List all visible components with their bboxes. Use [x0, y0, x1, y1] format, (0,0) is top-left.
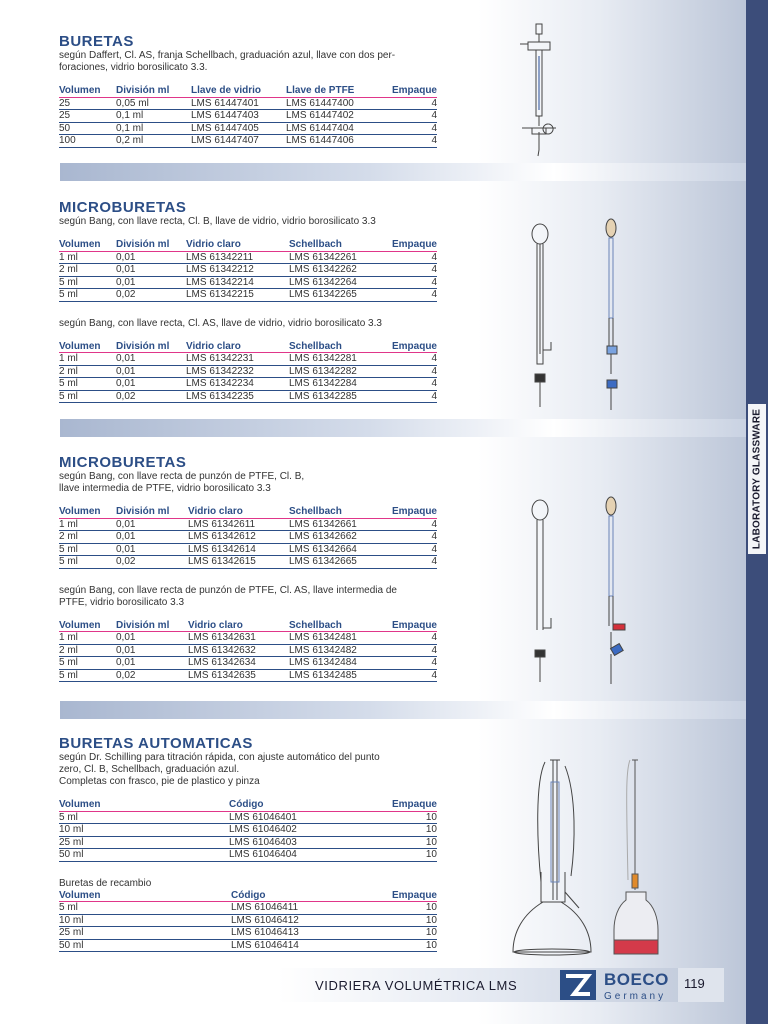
table-cell: LMS 61342481	[289, 632, 379, 645]
product-table	[59, 341, 437, 404]
table-cell: LMS 61342615	[188, 556, 289, 569]
section-description: según Bang, con llave recta de punzón de PTFE, Cl. AS, llave intermedia de PTFE, vidrio borosilicato 3.3	[59, 584, 397, 608]
table-cell: 5 ml	[59, 657, 116, 670]
table-cell: LMS 61447404	[286, 122, 376, 135]
section-title: BURETAS	[59, 33, 134, 50]
microburette-schellbach-illustration	[596, 208, 626, 413]
table-cell: 4	[379, 264, 437, 277]
table-cell: 1 ml	[59, 518, 116, 531]
section-description: según Bang, con llave recta de punzón de PTFE, Cl. B, llave intermedia de PTFE, vidrio borosilicato 3.3	[59, 471, 305, 494]
table-row	[59, 353, 437, 366]
table-cell: LMS 61046404	[229, 849, 379, 862]
section-title: MICROBURETAS	[59, 199, 187, 216]
table-cell: LMS 61342662	[289, 531, 379, 544]
section-microburetas-ptfe	[59, 455, 441, 682]
table-cell: 0,05 ml	[116, 97, 191, 110]
table-cell: 2 ml	[59, 644, 116, 657]
table-cell: 5 ml	[59, 289, 116, 302]
table-cell: 10	[379, 811, 437, 824]
table-cell: 4	[379, 353, 437, 366]
column-header: División ml	[116, 506, 170, 517]
table-cell: LMS 61342232	[186, 365, 289, 378]
table-cell: 4	[376, 110, 437, 123]
product-table	[59, 239, 437, 302]
table-cell: 10 ml	[59, 824, 229, 837]
table-row	[59, 811, 437, 824]
table-cell: LMS 61046403	[229, 836, 379, 849]
microburette-clear-illustration	[520, 212, 560, 412]
table-cell: 4	[379, 518, 437, 531]
column-header: Empaque	[391, 619, 437, 631]
table-row	[59, 264, 437, 277]
table-cell: 0,01	[116, 518, 188, 531]
table-row	[59, 657, 437, 670]
table-cell: 4	[379, 365, 437, 378]
table-cell: 4	[379, 543, 437, 556]
table-cell: 25	[59, 97, 116, 110]
table-cell: LMS 61342482	[289, 644, 379, 657]
section-title: MICROBURETAS	[59, 454, 187, 471]
table-cell: LMS 61046414	[231, 939, 379, 952]
table-cell: 50	[59, 122, 116, 135]
table-cell: LMS 61046402	[229, 824, 379, 837]
table-cell: LMS 61447403	[191, 110, 286, 123]
column-header: Código	[229, 799, 264, 810]
table-cell: LMS 61342231	[186, 353, 289, 366]
table-row	[59, 927, 437, 940]
table-cell: 0,01	[116, 543, 188, 556]
table-cell: 0,1 ml	[116, 110, 191, 123]
table-cell: LMS 61046411	[231, 902, 379, 915]
column-header: Volumen	[59, 340, 101, 352]
table-cell: LMS 61342215	[186, 289, 289, 302]
table-cell: 0,02	[116, 289, 186, 302]
table-row	[59, 632, 437, 645]
table-cell: LMS 61342285	[289, 390, 379, 403]
table-cell: LMS 61342234	[186, 378, 289, 391]
table-cell: LMS 61342235	[186, 390, 289, 403]
section-title: BURETAS AUTOMATICAS	[59, 735, 253, 752]
table-cell: 4	[376, 135, 437, 148]
table-cell: 10	[379, 836, 437, 849]
page-number: 119	[684, 976, 705, 991]
column-header: Empaque	[391, 506, 437, 517]
table-row	[59, 939, 437, 952]
table-cell: 0,01	[116, 365, 186, 378]
table-cell: 25 ml	[59, 927, 231, 940]
table-cell: 0,02	[116, 390, 186, 403]
column-header: Empaque	[391, 340, 437, 352]
table-cell: 2 ml	[59, 264, 116, 277]
table-cell: LMS 61447406	[286, 135, 376, 148]
automatic-burette-illustration	[505, 752, 600, 957]
table-row	[59, 543, 437, 556]
table-row	[59, 531, 437, 544]
table-cell: LMS 61447407	[191, 135, 286, 148]
table-cell: LMS 61046401	[229, 811, 379, 824]
table-cell: 2 ml	[59, 365, 116, 378]
table-cell: 10 ml	[59, 914, 231, 927]
table-cell: 4	[379, 531, 437, 544]
table-cell: 1 ml	[59, 251, 116, 264]
column-header: Volumen	[59, 239, 101, 250]
table-cell: 10	[379, 914, 437, 927]
table-cell: 2 ml	[59, 531, 116, 544]
column-header: Vidrio claro	[188, 619, 243, 631]
table-header-row	[59, 620, 437, 632]
table-cell: 4	[379, 657, 437, 670]
table-cell: LMS 61342631	[188, 632, 289, 645]
table-cell: 0,2 ml	[116, 135, 191, 148]
table-cell: LMS 61342264	[289, 276, 379, 289]
table-cell: 100	[59, 135, 116, 148]
table-cell: 0,01	[116, 632, 188, 645]
section-buretas	[59, 34, 441, 148]
table-cell: LMS 61046413	[231, 927, 379, 940]
table-cell: LMS 61342262	[289, 264, 379, 277]
table-cell: 4	[379, 669, 437, 682]
column-header: División ml	[116, 239, 170, 250]
section-separator	[60, 163, 746, 181]
column-header: Volumen	[59, 889, 101, 901]
table-cell: LMS 61342665	[289, 556, 379, 569]
section-buretas-automaticas	[59, 736, 441, 952]
table-cell: LMS 61447401	[191, 97, 286, 110]
table-cell: LMS 61342635	[188, 669, 289, 682]
table-cell: 4	[379, 556, 437, 569]
side-category-label: LABORATORY GLASSWARE	[751, 408, 763, 550]
table-row	[59, 378, 437, 391]
table-cell: 10	[379, 849, 437, 862]
automatic-burette-plastic-illustration	[612, 754, 672, 959]
boeco-logo-icon	[560, 970, 596, 1000]
table-cell: 5 ml	[59, 669, 116, 682]
column-header: Empaque	[391, 239, 437, 250]
column-header: Schellbach	[289, 506, 342, 517]
table-cell: LMS 61342614	[188, 543, 289, 556]
table-cell: 0,02	[116, 669, 188, 682]
table-cell: 0,01	[116, 264, 186, 277]
table-cell: 5 ml	[59, 902, 231, 915]
table-row	[59, 836, 437, 849]
table-cell: LMS 61342485	[289, 669, 379, 682]
table-header-row	[59, 799, 437, 811]
table-cell: 0,01	[116, 276, 186, 289]
table-header-row	[59, 239, 437, 251]
table-cell: LMS 61342261	[289, 251, 379, 264]
table-row	[59, 518, 437, 531]
table-cell: LMS 61342265	[289, 289, 379, 302]
table-cell: 50 ml	[59, 849, 229, 862]
table-row	[59, 644, 437, 657]
table-cell: LMS 61342634	[188, 657, 289, 670]
table-cell: 0,1 ml	[116, 122, 191, 135]
table-cell: 5 ml	[59, 378, 116, 391]
footer-title: VIDRIERA VOLUMÉTRICA LMS	[315, 978, 518, 993]
table-cell: 4	[379, 390, 437, 403]
table-cell: LMS 61342632	[188, 644, 289, 657]
section-description: según Daffert, Cl. AS, franja Schellbach, graduación azul, llave con dos per- foraciones, vidrio borosilicato 3.3.	[59, 50, 396, 73]
table-header-row	[59, 341, 437, 353]
table-cell: 4	[379, 251, 437, 264]
table-cell: 4	[379, 276, 437, 289]
table-cell: LMS 61342212	[186, 264, 289, 277]
column-header: Vidrio claro	[186, 239, 241, 250]
table-cell: 10	[379, 902, 437, 915]
table-header-row	[59, 506, 437, 518]
table-cell: LMS 61342664	[289, 543, 379, 556]
product-table	[59, 85, 437, 148]
table-cell: 0,01	[116, 353, 186, 366]
table-cell: 0,02	[116, 556, 188, 569]
table-cell: 1 ml	[59, 632, 116, 645]
section-description: según Dr. Schilling para titración rápida, con ajuste automático del punto zero, Cl. B, Schellbach, graduación azul. Completas con frasco, pie de plastico y pinza	[59, 752, 380, 787]
table-cell: LMS 61046412	[231, 914, 379, 927]
column-header: Volumen	[59, 619, 101, 631]
column-header: División ml	[116, 619, 170, 631]
column-header: Empaque	[391, 799, 437, 810]
table-header-row	[59, 85, 437, 97]
product-table	[59, 620, 437, 683]
column-header: Schellbach	[289, 619, 342, 631]
table-row	[59, 390, 437, 403]
section-separator	[60, 701, 746, 719]
column-header: Schellbach	[289, 239, 342, 250]
section-description: según Bang, con llave recta, Cl. B, llave de vidrio, vidrio borosilicato 3.3	[59, 216, 376, 227]
product-table	[59, 506, 437, 569]
table-cell: 4	[376, 122, 437, 135]
column-header: Volumen	[59, 506, 101, 517]
microburette-ptfe-schellbach-illustration	[596, 486, 632, 691]
table-row	[59, 289, 437, 302]
table-cell: 10	[379, 939, 437, 952]
table-cell: 4	[379, 644, 437, 657]
table-cell: 0,01	[116, 378, 186, 391]
table-cell: LMS 61342661	[289, 518, 379, 531]
column-header: Volumen	[59, 85, 101, 96]
table-cell: LMS 61342214	[186, 276, 289, 289]
table-cell: 4	[379, 378, 437, 391]
product-table	[59, 799, 437, 862]
table-row	[59, 849, 437, 862]
table-cell: 4	[379, 632, 437, 645]
column-header: Empaque	[391, 85, 437, 96]
column-header: División ml	[116, 340, 170, 352]
table-row	[59, 135, 437, 148]
column-header: Llave de PTFE	[286, 85, 355, 96]
table-row	[59, 365, 437, 378]
section-separator	[60, 419, 746, 437]
table-cell: LMS 61447400	[286, 97, 376, 110]
table-cell: LMS 61342281	[289, 353, 379, 366]
table-cell: 0,01	[116, 531, 188, 544]
table-cell: 5 ml	[59, 811, 229, 824]
column-header: Llave de vidrio	[191, 85, 262, 96]
product-table	[59, 890, 437, 953]
brand-subtitle: Germany	[604, 991, 667, 1002]
table-cell: LMS 61342611	[188, 518, 289, 531]
section-description: según Bang, con llave recta, Cl. AS, llave de vidrio, vidrio borosilicato 3.3	[59, 317, 382, 329]
microburette-ptfe-clear-illustration	[520, 488, 560, 688]
table-cell: 1 ml	[59, 353, 116, 366]
table-row	[59, 122, 437, 135]
table-row	[59, 110, 437, 123]
table-cell: LMS 61342282	[289, 365, 379, 378]
table-cell: 0,01	[116, 644, 188, 657]
table-cell: 5 ml	[59, 276, 116, 289]
column-header: Empaque	[391, 889, 437, 901]
table-cell: 0,01	[116, 251, 186, 264]
table-cell: 5 ml	[59, 543, 116, 556]
side-category-tab	[748, 404, 766, 554]
section-microburetas-llave-vidrio	[59, 200, 441, 403]
table-cell: 10	[379, 927, 437, 940]
table-cell: 25	[59, 110, 116, 123]
table-cell: 5 ml	[59, 556, 116, 569]
table-cell: LMS 61447402	[286, 110, 376, 123]
column-header: Volumen	[59, 799, 101, 810]
column-header: Vidrio claro	[186, 340, 241, 352]
table-cell: LMS 61342612	[188, 531, 289, 544]
table-row	[59, 914, 437, 927]
table-cell: LMS 61342284	[289, 378, 379, 391]
table-row	[59, 556, 437, 569]
table-cell: 0,01	[116, 657, 188, 670]
table-cell: LMS 61447405	[191, 122, 286, 135]
table-row	[59, 902, 437, 915]
subsection-label: Buretas de recambio	[59, 877, 152, 889]
table-row	[59, 97, 437, 110]
table-cell: LMS 61342484	[289, 657, 379, 670]
table-row	[59, 824, 437, 837]
table-cell: 5 ml	[59, 390, 116, 403]
table-row	[59, 276, 437, 289]
column-header: Código	[231, 889, 266, 901]
column-header: Vidrio claro	[188, 506, 243, 517]
brand-name: BOECO	[604, 970, 669, 989]
table-cell: LMS 61342211	[186, 251, 289, 264]
table-row	[59, 251, 437, 264]
column-header: Schellbach	[289, 340, 342, 352]
table-header-row	[59, 890, 437, 902]
table-cell: 4	[379, 289, 437, 302]
column-header: División ml	[116, 85, 170, 96]
table-cell: 4	[376, 97, 437, 110]
table-cell: 10	[379, 824, 437, 837]
table-row	[59, 669, 437, 682]
table-cell: 50 ml	[59, 939, 231, 952]
burette-illustration	[508, 20, 578, 160]
table-cell: 25 ml	[59, 836, 229, 849]
